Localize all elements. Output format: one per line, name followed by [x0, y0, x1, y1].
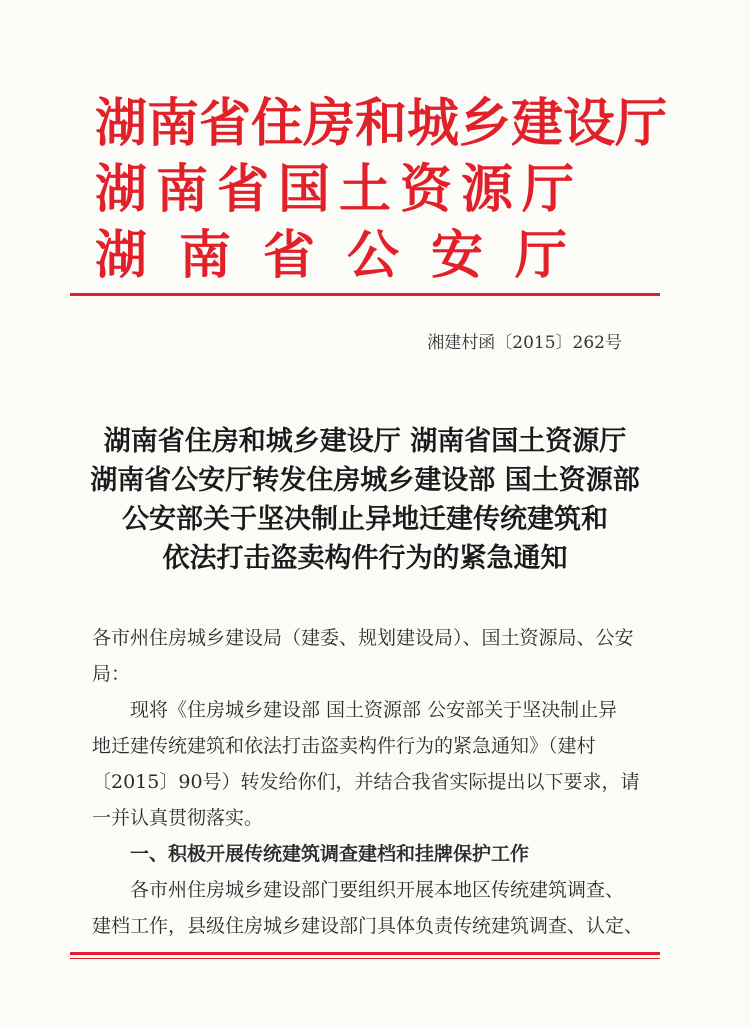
- document-number: 湘建村函〔2015〕262号: [427, 333, 622, 353]
- title-line: 依法打击盗卖构件行为的紧急通知: [162, 543, 568, 574]
- issuer-land-resources-department: 湖南省国土资源厅: [95, 159, 584, 220]
- title-line: 湖南省公安厅转发住房城乡建设部 国土资源部: [90, 465, 640, 496]
- document-body: [92, 620, 644, 944]
- paragraph-line: 一并认真贯彻落实。: [92, 807, 264, 829]
- salutation: [92, 620, 632, 692]
- paragraph-line: 〔2015〕90号）转发给你们，并结合我省实际提出以下要求，请: [92, 771, 640, 793]
- salutation-line: 局：: [92, 663, 131, 685]
- red-footer-rule-thin: [70, 958, 660, 959]
- paragraph-forwarding: [92, 692, 640, 836]
- issuer-public-security-department: 湖南省公安厅: [95, 225, 600, 286]
- salutation-line: 各市州住房城乡建设局（建委、规划建设局）、国土资源局、公安: [92, 627, 634, 649]
- red-header-rule: [70, 293, 660, 296]
- paragraph-section-1: [92, 872, 644, 944]
- section-heading-1: 一、积极开展传统建筑调查建档和挂牌保护工作: [130, 843, 530, 865]
- red-footer-rule: [70, 952, 660, 955]
- paragraph-line: 建档工作，县级住房城乡建设部门具体负责传统建筑调查、认定、: [92, 915, 644, 937]
- paragraph-line: 现将《住房城乡建设部 国土资源部 公安部关于坚决制止异: [130, 699, 618, 721]
- document-title: [70, 422, 660, 578]
- issuer-housing-department: 湖南省住房和城乡建设厅: [95, 93, 668, 154]
- title-line: 湖南省住房和城乡建设厅 湖南省国土资源厅: [103, 426, 627, 457]
- title-line: 公安部关于坚决制止异地迁建传统建筑和: [122, 504, 608, 535]
- paragraph-line: 地迁建传统建筑和依法打击盗卖构件行为的紧急通知》（建村: [92, 735, 596, 757]
- paragraph-line: 各市州住房城乡建设部门要组织开展本地区传统建筑调查、: [130, 879, 625, 901]
